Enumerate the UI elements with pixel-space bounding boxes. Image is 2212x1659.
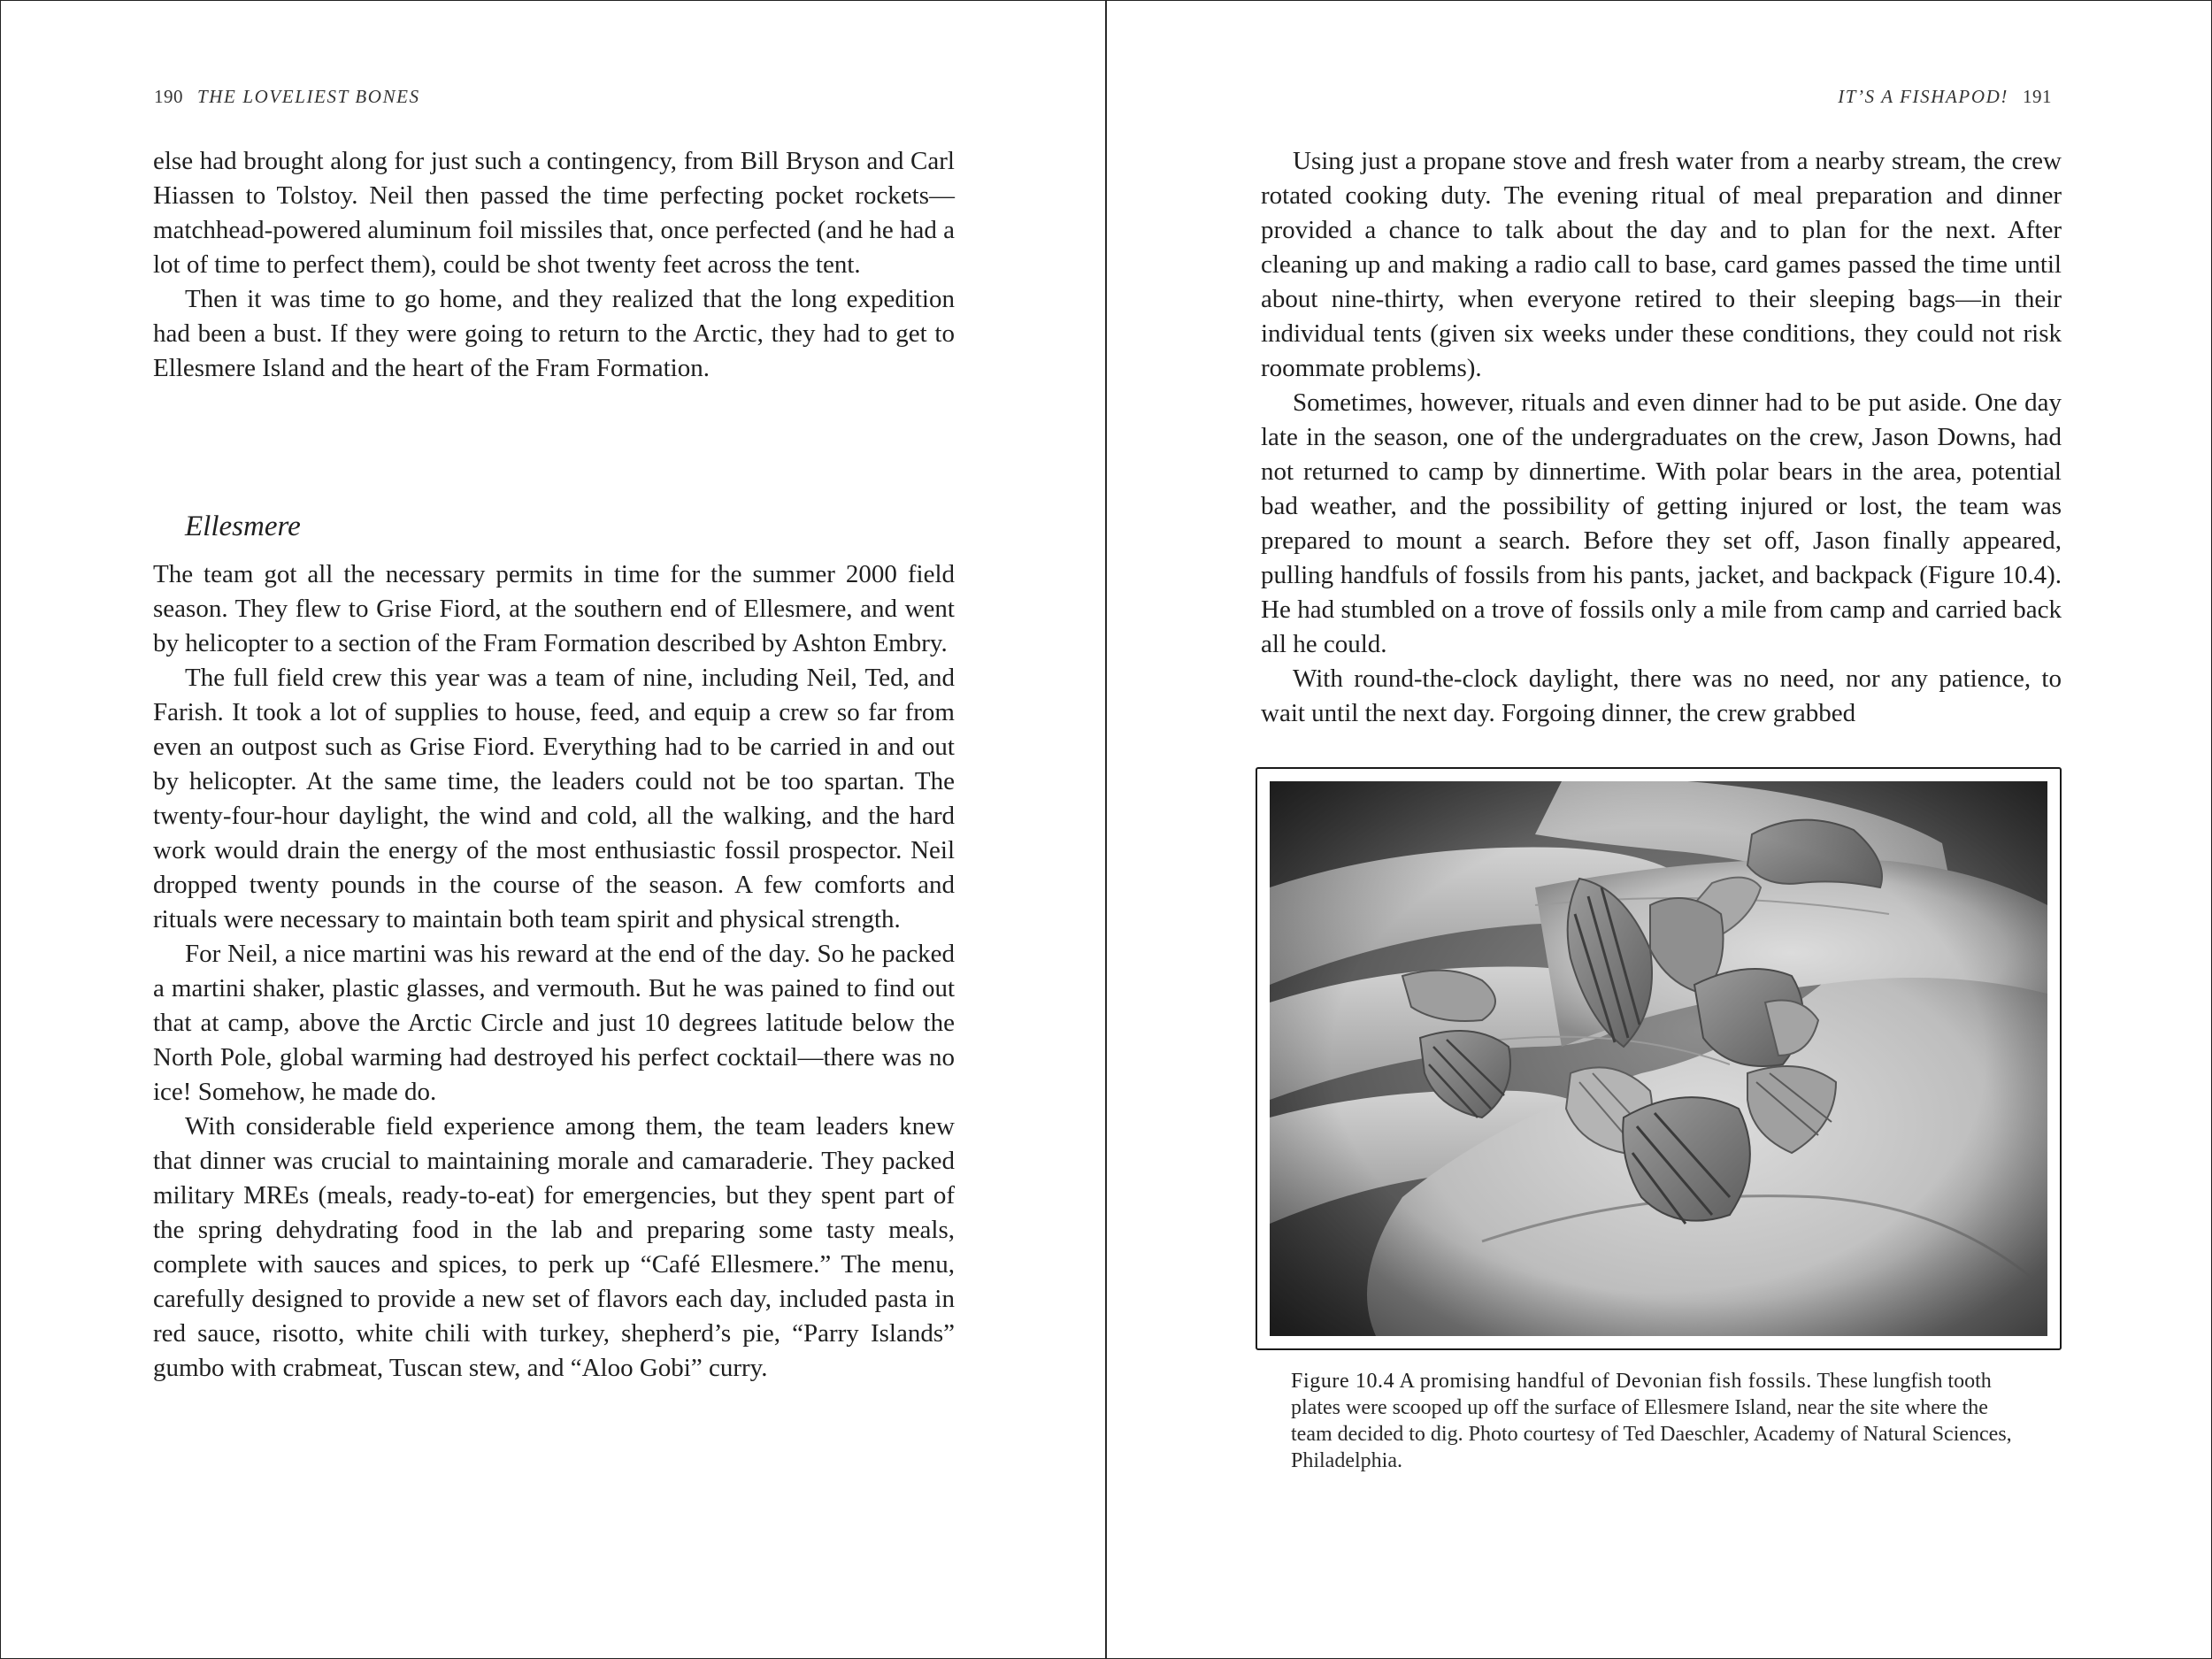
paragraph: Then it was time to go home, and they realized that the long expedition had been a bust. If they were going to return to the Arctic, they had to get to Ellesmere Island and the heart of the Fram Formation. <box>153 285 955 382</box>
left-running-title: THE LOVELIEST BONES <box>197 86 420 107</box>
figure-frame <box>1256 767 2062 1350</box>
right-page <box>1107 1 2211 1658</box>
paragraph: Sometimes, however, rituals and even dinner had to be put aside. One day late in the season, one of the undergraduates on the crew, Jason Downs, had not returned to camp by dinnertime. With polar bears in the area, potential bad weather, and the possibility of getting injured or lost, the team was prepared to mount a search. Before they set off, Jason finally appeared, pulling handfuls of fossils from his pants, jacket, and backpack (Figure 10.4). He had stumbled on a trove of fossils only a mile from camp and carried back all he could. <box>1261 388 2062 658</box>
photo-vignette <box>1270 781 2047 1336</box>
figure-caption <box>1291 1368 2032 1474</box>
paragraph: With considerable field experience among them, the team leaders knew that dinner was crucial to maintaining morale and camaraderie. They packed military MREs (meals, ready-to-eat) for emergencies, but they spent part of the spring dehydrating food in the lab and preparing some tasty meals, complete with sauces and spices, to perk up “Café Ellesmere.” The menu, carefully designed to provide a new set of flavors each day, included pasta in red sauce, risotto, white chili with turkey, shepherd’s pie, “Parry Islands” gumbo with crabmeat, Tuscan stew, and “Aloo Gobi” curry. <box>153 1112 955 1382</box>
fossil-hand-illustration <box>1270 781 2047 1336</box>
right-text-block <box>1261 144 2062 731</box>
paragraph: The full field crew this year was a team of nine, including Neil, Ted, and Farish. It took a lot of supplies to house, feed, and equip a crew so far from even an outpost such as Grise Fiord. Everything had to be carried in and out by helicopter. At the same time, the leaders could not be too spartan. The twenty-four-hour daylight, the wind and cold, all the walking, and the hard work would drain the energy of the most enthusiastic fossil prospector. Neil dropped twenty pounds in the course of the season. A few comforts and rituals were necessary to maintain both team spirit and physical strength. <box>153 664 955 933</box>
right-running-title: IT’S A FISHAPOD! <box>1838 86 2008 107</box>
paragraph: For Neil, a nice martini was his reward at the end of the day. So he packed a martini shaker, plastic glasses, and vermouth. But he was pained to find out that at camp, above the Arctic Circle and just 10 degrees latitude below the North Pole, global warming had destroyed his perfect cocktail—there was no ice! Somehow, he made do. <box>153 940 955 1106</box>
paragraph: Using just a propane stove and fresh water from a nearby stream, the crew rotated cooking duty. The evening ritual of meal preparation and dinner provided a chance to talk about the day and to plan for the next. After cleaning up and making a radio call to base, card games passed the time until about nine-thirty, when everyone retired to their sleeping bags—in their individual tents (given six weeks under these conditions, they could not risk roommate problems). <box>1261 147 2062 382</box>
paragraph: The team got all the necessary permits in time for the summer 2000 field season. They flew to Grise Fiord, at the southern end of Ellesmere, and went by helicopter to a section of the Fram Formation described by Ashton Embry. <box>153 560 955 657</box>
left-text-block-top <box>153 144 955 386</box>
fossil-hand-photo <box>1270 781 2047 1336</box>
right-page-number: 191 <box>2023 86 2052 107</box>
paragraph: else had brought along for just such a contingency, from Bill Bryson and Carl Hiassen to Tolstoy. Neil then passed the time perfecting pocket rockets—matchhead-powered aluminum foil missiles that, once perfected (and he had a lot of time to perfect them), could be shot twenty feet across the tent. <box>153 147 955 279</box>
left-text-block-bottom <box>153 557 955 1386</box>
paragraph: With round-the-clock daylight, there was no need, nor any patience, to wait until the next day. Forgoing dinner, the crew grabbed <box>1261 664 2062 727</box>
section-heading: Ellesmere <box>185 511 301 542</box>
left-running-head <box>154 86 420 108</box>
right-running-head <box>1107 86 2052 108</box>
figure-label: Figure 10.4 A promising handful of Devonian fish fossils. <box>1291 1370 1812 1393</box>
figure-caption-text: These lungfish tooth plates were scooped up off the surface of Ellesmere Island, near the site where the team decided to dig. Photo courtesy of Ted Daeschler, Academy of Natural Sciences, Philadelphia. <box>1291 1370 2012 1472</box>
left-page <box>1 1 1105 1658</box>
left-page-number: 190 <box>154 86 183 107</box>
